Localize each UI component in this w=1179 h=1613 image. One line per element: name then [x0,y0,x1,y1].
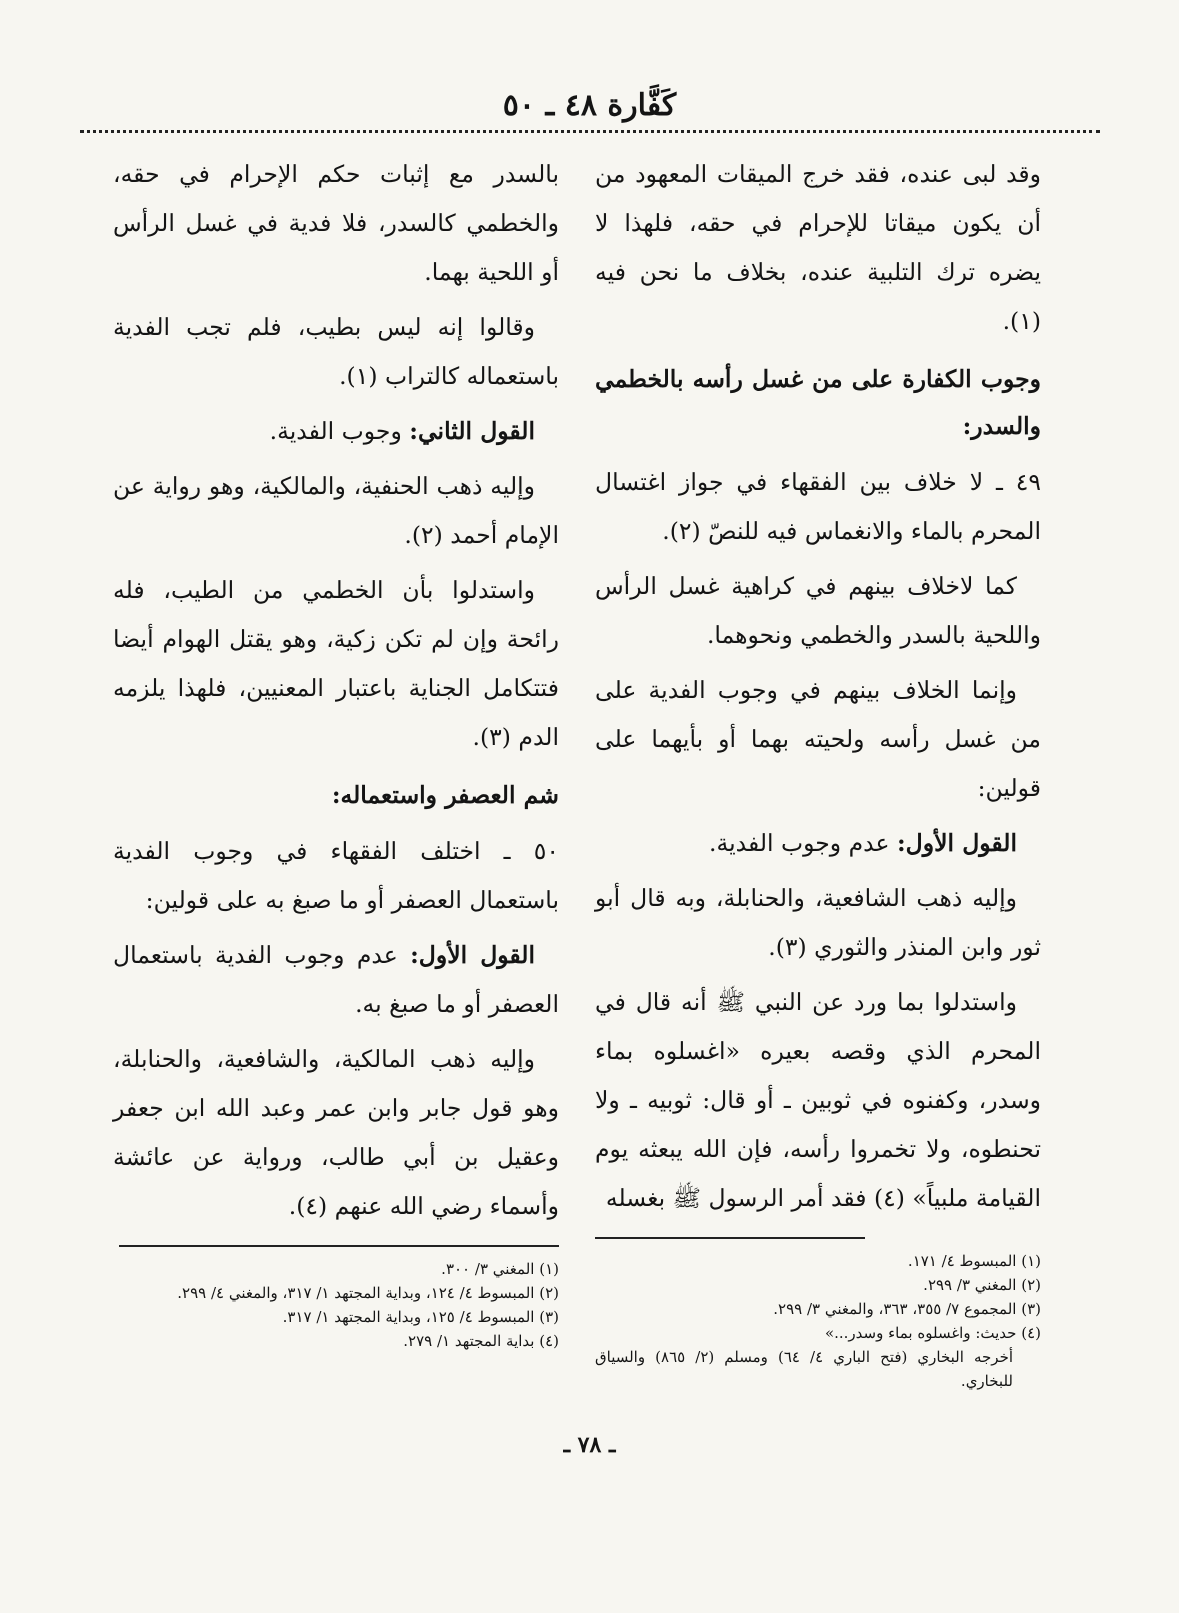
section-heading-usfur: شم العصفر واستعماله: [331,781,559,809]
left-column [113,150,559,1353]
paragraph-50: ٥٠ ـ اختلف الفقهاء في وجوب الفدية باستعمال العصفر أو ما صبغ به على قولين: [113,837,559,914]
footnote-separator [119,1245,559,1247]
footnote-separator [595,1237,865,1239]
footnote: (٤) بداية المجتهد ١/ ٢٧٩. [403,1332,559,1350]
footnote: (٣) المبسوط ٤/ ١٢٥، وبداية المجتهد ١/ ٣١٧. [282,1308,559,1326]
paragraph-49: ٤٩ ـ لا خلاف بين الفقهاء في جواز اغتسال المحرم بالماء والانغماس فيه للنصّ (٢). [595,468,1041,545]
section-heading-khatmi: وجوب الكفارة على من غسل رأسه بالخطمي والسدر: [595,365,1041,440]
paragraph: وقالوا إنه ليس بطيب، فلم تجب الفدية باستعماله كالتراب (١). [113,313,559,390]
paragraph: وإنما الخلاف بينهم في وجوب الفدية على من غسل رأسه ولحيته بهما أو بأيهما على قولين: [595,676,1041,802]
opinion-one-usfur [113,931,559,1029]
footnotes-right [595,1249,1041,1393]
opinion-label: القول الثاني: [409,417,535,445]
opinion-text: وجوب الفدية. [269,417,410,445]
paragraph: وإليه ذهب الحنفية، والمالكية، وهو رواية عن الإمام أحمد (٢). [113,472,559,549]
header-dotted-rule [80,130,1100,133]
paragraph: بالسدر مع إثبات حكم الإحرام في حقه، والخطمي كالسدر، فلا فدية في غسل الرأس أو اللحية بهما. [113,160,559,286]
paragraph: وإليه ذهب المالكية، والشافعية، والحنابلة، وهو قول جابر وابن عمر وعبد الله ابن جعفر وعقيل بن أبي طالب، ورواية عن عائشة وأسماء رضي الله عنهم (٤). [113,1045,559,1220]
opinion-two [113,407,559,456]
right-column [595,150,1041,1393]
opinion-label: القول الأول: [410,941,535,969]
opinion-one [595,819,1041,868]
paragraph: وإليه ذهب الشافعية، والحنابلة، وبه قال أبو ثور وابن المنذر والثوري (٣). [595,884,1041,961]
page-header-title: كَفَّارة ٤٨ ـ ٥٠ [502,88,677,123]
footnote: (٤) حديث: واغسلوه بماء وسدر...» [824,1324,1041,1342]
footnote: (٣) المجموع ٧/ ٣٥٥، ٣٦٣، والمغني ٣/ ٢٩٩. [773,1300,1041,1318]
footnote: (١) المبسوط ٤/ ١٧١. [907,1252,1041,1270]
footnote: (١) المغني ٣/ ٣٠٠. [441,1260,559,1278]
footnotes-left [113,1257,559,1353]
paragraph-hadith: واستدلوا بما ورد عن النبي ﷺ أنه قال في المحرم الذي وقصه بعيره «اغسلوه بماء وسدر، وكفنوه في ثوبين ـ أو قال: ثوبيه ـ ولا تحنطوه، ولا تخمروا رأسه، فإن الله يبعثه يوم القيامة ملبياً» (٤) فقد أمر الرسول ﷺ بغسله [595,988,1041,1212]
footnote: (٢) المغني ٣/ ٢٩٩. [923,1276,1041,1294]
footnote-detail: أخرجه البخاري (فتح الباري ٤/ ٦٤) ومسلم (٢/ ٨٦٥) والسياق للبخاري. [595,1348,1014,1390]
page-number: ـ ٧٨ ـ [563,1432,616,1458]
paragraph: واستدلوا بأن الخطمي من الطيب، فله رائحة وإن لم تكن زكية، وهو يقتل الهوام أيضا فتتكامل الجناية باعتبار المعنيين، فلهذا يلزمه الدم (٣). [113,576,559,751]
opinion-text: عدم وجوب الفدية. [709,829,897,857]
paragraph: كما لاخلاف بينهم في كراهية غسل الرأس واللحية بالسدر والخطمي ونحوهما. [595,572,1041,649]
footnote: (٢) المبسوط ٤/ ١٢٤، وبداية المجتهد ١/ ٣١٧، والمغني ٤/ ٢٩٩. [177,1284,559,1302]
opinion-text: عدم وجوب الفدية باستعمال العصفر أو ما صبغ به. [113,941,559,1018]
paragraph: وقد لبى عنده، فقد خرج الميقات المعهود من أن يكون ميقاتا للإحرام في حقه، فلهذا لا يضره ترك التلبية عنده، بخلاف ما نحن فيه (١). [595,160,1041,335]
opinion-label: القول الأول: [896,829,1017,857]
